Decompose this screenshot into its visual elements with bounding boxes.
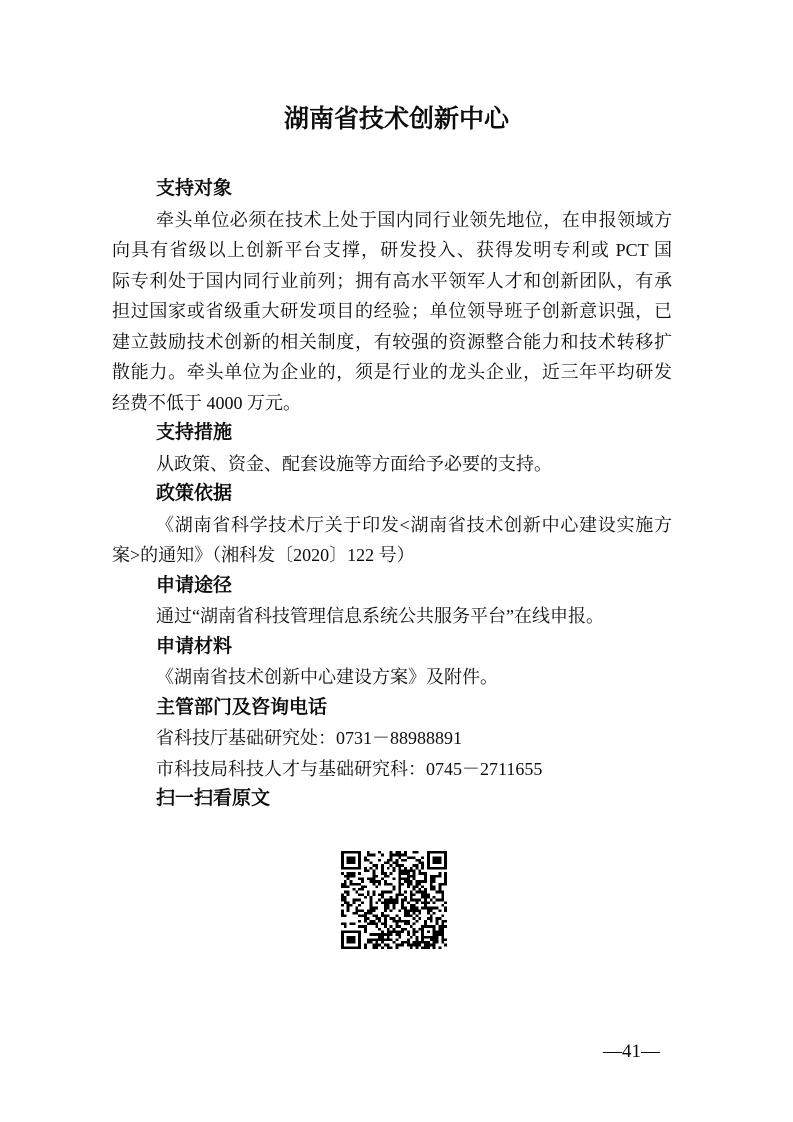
page-title: 湖南省技术创新中心: [283, 106, 509, 133]
paragraph-line: 散能力。牵头单位为企业的，须是行业的龙头企业，近三年平均研发: [112, 362, 672, 382]
paragraph-line: 际专利处于国内同行业前列；拥有高水平领军人才和创新团队，有承: [112, 270, 672, 291]
section-heading-application-route: 申请途径: [156, 574, 233, 596]
paragraph-line: 《湖南省技术创新中心建设方案》及附件。: [156, 667, 498, 687]
paragraph-line: 经费不低于 4000 万元。: [112, 392, 301, 413]
paragraph-line: 向具有省级以上创新平台支撑，研发投入、获得发明专利或 PCT 国: [112, 240, 672, 260]
section-heading-support-target: 支持对象: [156, 178, 233, 199]
page-number: —41—: [603, 1041, 660, 1062]
paragraph-line: 《湖南省科学技术厅关于印发<湖南省技术创新中心建设实施方: [156, 514, 672, 535]
paragraph-line: 建立鼓励技术创新的相关制度，有较强的资源整合能力和技术转移扩: [112, 331, 672, 352]
paragraph-line: 案>的通知》（湘科发〔2020〕122 号）: [112, 545, 415, 565]
document-body: [112, 174, 672, 815]
qr-code: [341, 851, 447, 949]
paragraph-line: 担过国家或省级重大研发项目的经验；单位领导班子创新意识强，已: [112, 301, 672, 321]
section-heading-policy-basis: 政策依据: [156, 483, 233, 504]
section-heading-application-materials: 申请材料: [156, 635, 233, 657]
paragraph-line: 通过“湖南省科技管理信息系统公共服务平台”在线申报。: [156, 606, 604, 626]
section-heading-scan-original: 扫一扫看原文: [156, 788, 271, 809]
paragraph-line: 牵头单位必须在技术上处于国内同行业领先地位，在申报领域方: [156, 209, 672, 230]
section-heading-department-contacts: 主管部门及咨询电话: [156, 696, 328, 718]
contact-phone-line: 市科技局科技人才与基础研究科：0745－2711655: [156, 758, 543, 779]
section-heading-support-measures: 支持措施: [156, 422, 233, 443]
contact-phone-line: 省科技厅基础研究处：0731－88988891: [156, 728, 462, 748]
paragraph-line: 从政策、资金、配套设施等方面给予必要的支持。: [156, 453, 552, 474]
